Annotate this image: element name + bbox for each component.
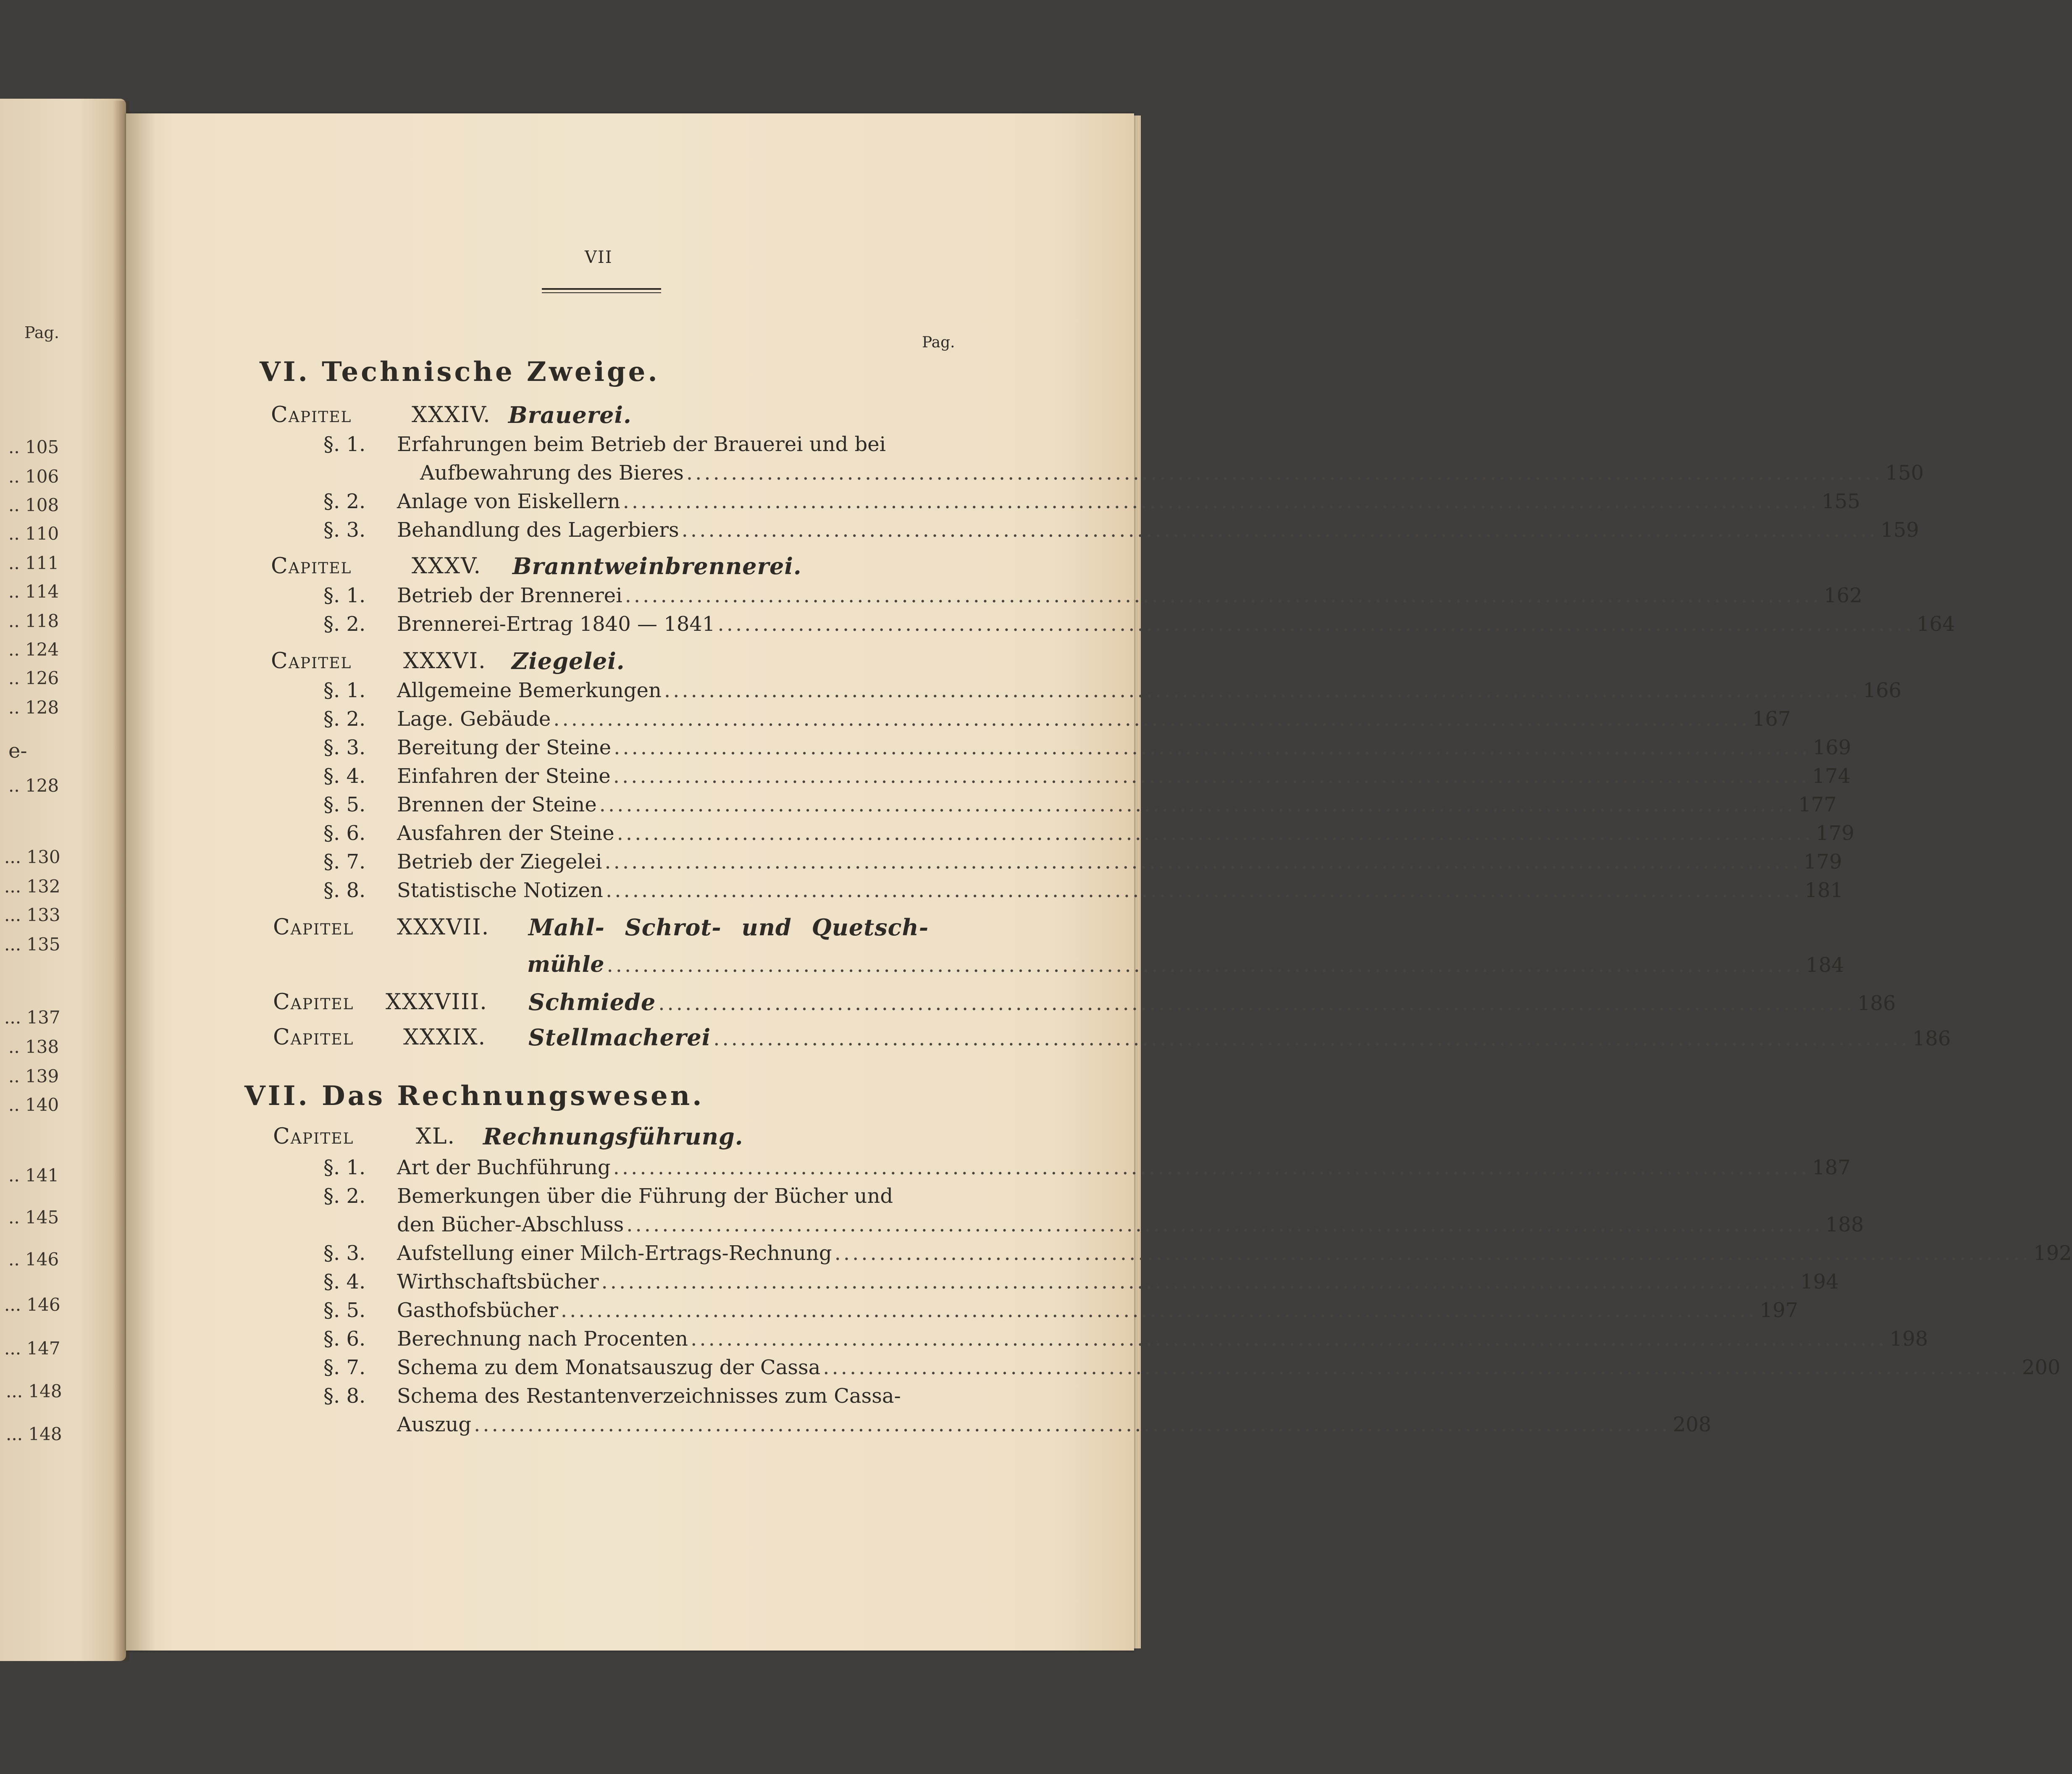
entry-page: 197: [1759, 1299, 1799, 1322]
entry-page: 155: [1822, 490, 1860, 513]
entry-mark: §. 4.: [323, 764, 366, 788]
entry-mark: §. 2.: [323, 1184, 366, 1208]
entry-line: [397, 1299, 1799, 1322]
chapter-number: XXXIX.: [403, 1025, 486, 1050]
entry-line: [397, 679, 1902, 702]
entry-mark: §. 1.: [323, 433, 366, 456]
dot-leader: ......................................................................................................................................: [658, 992, 1855, 1015]
entry-line: [397, 490, 1860, 513]
left-page-number: ... 147: [4, 1338, 60, 1359]
dot-leader: ......................................................................................................................................: [604, 850, 1801, 874]
left-page-number: ... 130: [4, 847, 60, 867]
entry-page: 208: [1673, 1413, 1712, 1436]
entry-page: 192: [2033, 1241, 2072, 1265]
entry-text: Schema zu dem Monatsauszug der Cassa: [397, 1356, 821, 1379]
dot-leader: ......................................................................................................................................: [717, 612, 1914, 636]
entry-text: Ausfahren der Steine: [397, 821, 615, 845]
left-page-number: ... 148: [6, 1381, 62, 1401]
left-page-number: .. 146: [8, 1249, 59, 1270]
chapter-title: Ziegelei.: [512, 648, 625, 674]
header-rule-top: [542, 288, 661, 290]
left-page-number: .. 106: [8, 466, 59, 487]
entry-text: Erfahrungen beim Betrieb der Brauerei und bei: [397, 433, 886, 456]
entry-line: [397, 1241, 2072, 1265]
entry-page: 164: [1916, 612, 1955, 636]
entry-line: [397, 518, 1919, 542]
entry-line: [397, 1356, 2061, 1379]
entry-mark: §. 4.: [323, 1270, 366, 1294]
entry-text: Bereitung der Steine: [397, 736, 612, 759]
entry-text: Behandlung des Lagerbiers: [397, 518, 679, 542]
entry-line: [527, 952, 1844, 977]
dot-leader: ......................................................................................................................................: [834, 1241, 2031, 1265]
entry-line: [397, 433, 918, 456]
entry-line: [397, 1270, 1839, 1294]
entry-line: [397, 736, 1851, 759]
entry-page: 162: [1824, 584, 1862, 607]
chapter-title: Mahl- Schrot- und Quetsch-: [528, 914, 929, 941]
chapter-title: Stellmacherei: [528, 1024, 711, 1051]
chapter-label: Capitel: [273, 915, 354, 940]
section-heading-vi: VI. Technische Zweige.: [260, 356, 660, 388]
chapter-label: Capitel: [271, 648, 352, 674]
entry-page: 167: [1752, 707, 1791, 731]
entry-mark: §. 1.: [323, 679, 366, 702]
entry-line: [397, 1213, 1864, 1236]
dot-leader: ......................................................................................................................................: [599, 793, 1796, 816]
entry-mark: §. 3.: [323, 518, 366, 542]
dot-leader: ......................................................................................................................................: [686, 461, 1883, 485]
dot-leader: ......................................................................................................................................: [691, 1327, 1887, 1351]
chapter-label: Capitel: [271, 402, 352, 428]
entry-line: [397, 879, 1844, 902]
dot-leader: ......................................................................................................................................: [625, 584, 1822, 607]
entry-line: [528, 1024, 1951, 1051]
dot-leader: ......................................................................................................................................: [607, 953, 1804, 977]
entry-mark: §. 1.: [323, 1156, 366, 1179]
entry-text-cont: Aufbewahrung des Bieres: [420, 461, 684, 485]
left-page-number: .. 139: [8, 1066, 59, 1086]
entry-text: Schema des Restantenverzeichnisses zum Cassa-: [397, 1384, 901, 1408]
entry-page: 150: [1885, 461, 1924, 485]
entry-page: 187: [1812, 1156, 1851, 1179]
entry-line: [397, 793, 1837, 816]
left-page-number: ... 133: [4, 905, 60, 925]
entry-mark: §. 1.: [323, 584, 366, 607]
left-page-number: ... 148: [6, 1424, 62, 1444]
dot-leader: ......................................................................................................................................: [823, 1356, 2019, 1379]
entry-line: [397, 1184, 914, 1208]
left-page-number: .. 118: [8, 611, 59, 631]
left-page-number: .. 108: [8, 495, 59, 515]
header-rule-bottom: [542, 292, 661, 293]
entry-text: Bemerkungen über die Führung der Bücher und: [397, 1184, 893, 1208]
dot-leader: ......................................................................................................................................: [605, 879, 1802, 902]
left-page-number: .. 141: [8, 1165, 59, 1186]
entry-mark: §. 2.: [323, 612, 366, 636]
chapter-title-cont: mühle: [527, 952, 604, 977]
chapter-number: XXXVIII.: [386, 989, 488, 1015]
entry-line: [397, 1156, 1851, 1179]
chapter-page: 184: [1806, 953, 1844, 977]
entry-mark: §. 2.: [323, 707, 366, 731]
entry-page: 166: [1863, 679, 1902, 702]
left-page-number: .. 110: [8, 523, 59, 544]
dot-leader: ......................................................................................................................................: [622, 490, 1820, 513]
chapter-title: Branntweinbrennerei.: [512, 553, 802, 580]
entry-line: [397, 821, 1854, 845]
entry-text-cont: den Bücher-Abschluss: [397, 1213, 624, 1236]
left-page-number: .. 128: [8, 697, 59, 718]
dot-leader: ......................................................................................................................................: [626, 1213, 1823, 1236]
entry-mark: §. 2.: [323, 490, 366, 513]
entry-line: [397, 764, 1851, 788]
left-page-number: ... 146: [4, 1294, 60, 1315]
entry-mark: §. 7.: [323, 850, 366, 874]
chapter-number: XXXVI.: [403, 648, 486, 674]
entry-mark: §. 3.: [323, 1241, 366, 1265]
left-page-number: .. 124: [8, 639, 59, 660]
chapter-number: XXXVII.: [397, 915, 490, 940]
left-pag-header: Pag.: [24, 323, 59, 342]
entry-mark: §. 6.: [323, 821, 366, 845]
entry-text: Einfahren der Steine: [397, 764, 611, 788]
entry-text: Statistische Notizen: [397, 879, 603, 902]
folio: VII: [585, 248, 613, 267]
chapter-title: Schmiede: [528, 989, 656, 1016]
entry-text-cont: Auszug: [397, 1413, 472, 1436]
dot-leader: ......................................................................................................................................: [614, 736, 1810, 759]
left-page-number: .. 145: [8, 1207, 59, 1228]
entry-mark: §. 5.: [323, 1299, 366, 1322]
entry-line: [397, 1413, 1712, 1436]
dot-leader: ......................................................................................................................................: [664, 679, 1861, 702]
left-page-number: .. 114: [8, 581, 59, 602]
left-hyphen-fragment: e-: [8, 739, 27, 763]
entry-line: [397, 612, 1955, 636]
dot-leader: ......................................................................................................................................: [553, 707, 1750, 731]
section-heading-vii: VII. Das Rechnungswesen.: [244, 1080, 704, 1112]
dot-leader: ......................................................................................................................................: [617, 821, 1814, 845]
left-page-number: .. 138: [8, 1037, 59, 1057]
chapter-number: XXXV.: [412, 554, 482, 579]
chapter-label: Capitel: [273, 1025, 354, 1050]
dot-leader: ......................................................................................................................................: [613, 1156, 1810, 1179]
left-page-number: .. 126: [8, 668, 59, 688]
entry-page: 179: [1803, 850, 1842, 874]
spine-shadow: [126, 113, 155, 1651]
entry-line: [397, 584, 1862, 607]
entry-line: [397, 1327, 1928, 1351]
entry-page: 198: [1889, 1327, 1928, 1351]
chapter-number: XL.: [416, 1124, 456, 1149]
entry-line: [397, 1384, 914, 1408]
entry-mark: §. 8.: [323, 1384, 366, 1408]
dot-leader: ......................................................................................................................................: [613, 764, 1810, 788]
entry-page: 169: [1812, 736, 1851, 759]
entry-text: Wirthschaftsbücher: [397, 1270, 599, 1294]
entry-page: 181: [1804, 879, 1844, 902]
chapter-title: Rechnungsführung.: [483, 1123, 743, 1150]
entry-text: Brennerei-Ertrag 1840 — 1841: [397, 612, 715, 636]
chapter-page: 186: [1912, 1027, 1951, 1050]
chapter-label: Capitel: [273, 989, 354, 1015]
left-page-number: ... 132: [4, 876, 60, 897]
chapter-label: Capitel: [273, 1124, 354, 1149]
dot-leader: ......................................................................................................................................: [601, 1270, 1798, 1294]
entry-text: Art der Buchführung: [397, 1156, 611, 1179]
entry-text: Anlage von Eiskellern: [397, 490, 620, 513]
chapter-label: Capitel: [271, 554, 352, 579]
entry-mark: §. 8.: [323, 879, 366, 902]
left-page-number: .. 140: [8, 1094, 59, 1115]
entry-page: 200: [2022, 1356, 2061, 1379]
left-page-number: .. 105: [8, 437, 59, 457]
entry-mark: §. 3.: [323, 736, 366, 759]
entry-mark: §. 7.: [323, 1356, 366, 1379]
entry-page: 188: [1825, 1213, 1864, 1236]
entry-text: Betrieb der Brennerei: [397, 584, 622, 607]
entry-text: Brennen der Steine: [397, 793, 597, 816]
entry-mark: §. 5.: [323, 793, 366, 816]
entry-text: Berechnung nach Procenten: [397, 1327, 688, 1351]
entry-line: [420, 461, 1924, 485]
left-page-number: .. 111: [8, 553, 59, 573]
dot-leader: ......................................................................................................................................: [560, 1299, 1757, 1322]
entry-page: 174: [1812, 764, 1851, 788]
chapter-number: XXXIV.: [412, 402, 491, 428]
entry-line: [397, 707, 1791, 731]
entry-line: [528, 989, 1896, 1016]
left-page-number: ... 135: [4, 934, 60, 955]
entry-text: Aufstellung einer Milch-Ertrags-Rechnung: [397, 1241, 832, 1265]
entry-page: 179: [1816, 821, 1854, 845]
entry-page: 177: [1798, 793, 1837, 816]
dot-leader: ......................................................................................................................................: [681, 518, 1878, 542]
chapter-title: Brauerei.: [508, 402, 632, 428]
entry-text: Allgemeine Bemerkungen: [397, 679, 662, 702]
chapter-page: 186: [1857, 992, 1896, 1015]
entry-text: Betrieb der Ziegelei: [397, 850, 602, 874]
left-page-number: .. 128: [8, 775, 59, 796]
entry-text: Gasthofsbücher: [397, 1299, 558, 1322]
entry-line: [397, 850, 1842, 874]
dot-leader: ......................................................................................................................................: [713, 1027, 1910, 1050]
dot-leader: ......................................................................................................................................: [474, 1413, 1670, 1436]
pag-header: Pag.: [922, 334, 955, 351]
entry-text: Lage. Gebäude: [397, 707, 551, 731]
left-page-number: ... 137: [4, 1007, 60, 1028]
entry-mark: §. 6.: [323, 1327, 366, 1351]
entry-page: 159: [1880, 518, 1919, 542]
entry-page: 194: [1800, 1270, 1839, 1294]
